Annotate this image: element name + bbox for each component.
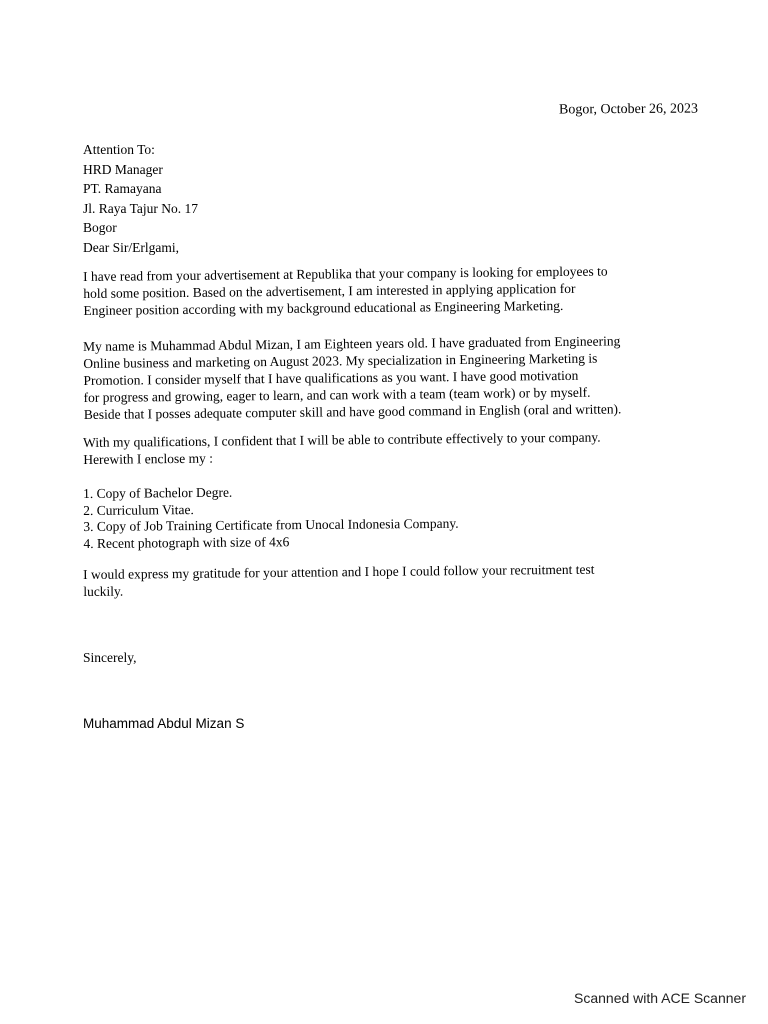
address-line: Jl. Raya Tajur No. 17: [83, 200, 199, 216]
paragraph-line: Online business and marketing on August 2023. My specialization in Engineering Marketing is: [83, 350, 598, 371]
list-item: 3. Copy of Job Training Certificate from Unocal Indonesia Company.: [83, 515, 459, 534]
list-item: 4. Recent photograph with size of 4x6: [83, 533, 290, 551]
paragraph-qualifications: [83, 428, 693, 468]
address-line: PT. Ramayana: [83, 181, 162, 196]
paragraph-line: luckily.: [83, 583, 124, 599]
paragraph-intro: [83, 262, 694, 319]
address-line: HRD Manager: [83, 161, 163, 177]
paragraph-line: Engineer position according with my background educational as Engineering Marketing.: [83, 297, 564, 318]
address-line: Bogor: [83, 220, 117, 235]
enclosure-list: [83, 483, 459, 552]
paragraph-line: Beside that I posses adequate computer skill and have good command in English (oral and written).: [83, 401, 622, 422]
paragraph-line: Promotion. I consider myself that I have qualifications as you want. I have good motivation: [83, 367, 579, 388]
address-line: Attention To:: [83, 142, 155, 157]
signature-name: Muhammad Abdul Mizan S: [83, 716, 245, 731]
paragraph-line: for progress and growing, eager to learn, and can work with a team (team work) or by myself.: [83, 384, 591, 405]
recipient-address: [83, 140, 198, 238]
paragraph-line: My name is Muhammad Abdul Mizan, I am Eighteen years old. I have graduated from Engineering: [83, 333, 621, 354]
list-item: 2. Curriculum Vitae.: [83, 501, 194, 518]
paragraph-gratitude: [83, 560, 693, 600]
scanner-watermark: Scanned with ACE Scanner: [574, 990, 746, 1006]
paragraph-line: Herewith I enclose my :: [83, 450, 214, 467]
letter-date: Bogor, October 26, 2023: [558, 101, 699, 118]
paragraph-line: I would express my gratitude for your attention and I hope I could follow your recruitment test: [83, 561, 595, 582]
paragraph-line: hold some position. Based on the advertisement, I am interested in applying application for: [83, 280, 576, 301]
salutation: Dear Sir/Erlgami,: [83, 240, 179, 255]
paragraph-line: I have read from your advertisement at Republika that your company is looking for employees to: [83, 263, 608, 284]
closing: Sincerely,: [83, 650, 137, 665]
list-item: 1. Copy of Bachelor Degre.: [83, 484, 233, 501]
paragraph-about-me: [83, 332, 694, 423]
paragraph-line: With my qualifications, I confident that I will be able to contribute effectively to your company.: [83, 429, 601, 450]
